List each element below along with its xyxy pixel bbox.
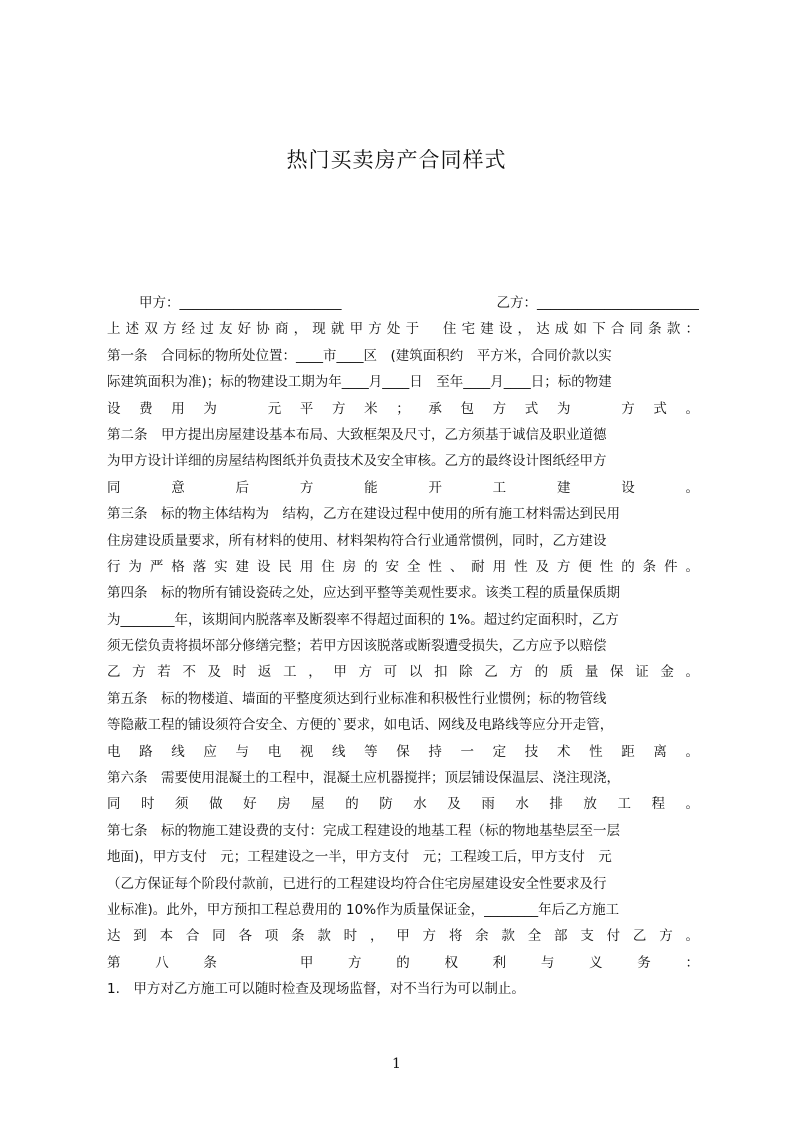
- contract-line: 第二条 甲方提出房屋建设基本布局、大致框架及尺寸，乙方须基于诚信及职业道德: [107, 426, 607, 443]
- contract-line: 第四条 标的物所有铺设瓷砖之处，应达到平整等美观性要求。该类工程的质量保质期: [107, 585, 620, 602]
- parties-line: [107, 290, 699, 316]
- party-b-label: 乙方：________________________: [496, 295, 699, 311]
- contract-line: 际建筑面积为准)；标的物建设工期为年____月____日 至年____月____日；标的物建: [107, 374, 612, 391]
- contract-line: 达到本合同各项条款时，甲方将余款全部支付乙方。: [107, 928, 699, 945]
- contract-line: 地面)，甲方支付 元；工程建设之一半，甲方支付 元；工程竣工后，甲方支付 元: [107, 849, 612, 866]
- contract-body: [107, 290, 699, 1003]
- contract-line: 乙方若不及时返工，甲方可以扣除乙方的质量保证金。: [107, 664, 699, 681]
- contract-line: 同意后方能开工建设。: [107, 479, 699, 496]
- contract-line: 第六条 需要使用混凝土的工程中，混凝土应机器搅拌；顶层铺设保温层、浇注现浇，: [107, 770, 620, 787]
- contract-line: 住房建设质量要求，所有材料的使用、材料架构符合行业通常惯例，同时，乙方建设: [107, 532, 607, 549]
- contract-line: 电路线应与电视线等保持一定技术性距离。: [107, 743, 699, 760]
- contract-line: 设费用为 元平方米；承包方式为 方式。: [107, 400, 699, 417]
- contract-line: 上述双方经过友好协商，现就甲方处于 住宅建设，达成如下合同条款：: [107, 321, 699, 338]
- party-a-label: 甲方：________________________: [139, 295, 342, 311]
- contract-line: 须无偿负责将损坏部分修缮完整；若甲方因该脱落或断裂遭受损失，乙方应予以赔偿: [107, 638, 607, 655]
- contract-line: 行为严格落实建设民用住房的安全性、耐用性及方便性的条件。: [107, 558, 699, 575]
- contract-line: 第八条 甲方的权利与义务：: [107, 954, 699, 971]
- document-title: 热门买卖房产合同样式: [286, 148, 507, 172]
- contract-line: 第五条 标的物楼道、墙面的平整度须达到行业标准和积极性行业惯例；标的物管线: [107, 690, 607, 707]
- contract-line: 等隐蔽工程的铺设须符合安全、方便的`要求，如电话、网线及电路线等应分开走管，: [107, 717, 614, 734]
- contract-line: 1. 甲方对乙方施工可以随时检查及现场监督，对不当行为可以制止。: [107, 981, 525, 998]
- contract-line: 为________年，该期间内脱落率及断裂率不得超过面积的 1%。超过约定面积时，乙方: [107, 611, 619, 628]
- page-number: 1: [392, 1056, 401, 1072]
- contract-line: （乙方保证每个阶段付款前，已进行的工程建设均符合住宅房屋建设安全性要求及行: [107, 875, 607, 892]
- contract-lines: [107, 316, 699, 1002]
- contract-line: 同时须做好房屋的防水及雨水排放工程。: [107, 796, 699, 813]
- contract-line: 第一条 合同标的物所处位置：____市____区 (建筑面积约 平方米，合同价款以实: [107, 347, 612, 364]
- contract-line: 为甲方设计详细的房屋结构图纸并负责技术及安全审核。乙方的最终设计图纸经甲方: [107, 453, 607, 470]
- contract-line: 第三条 标的物主体结构为 结构，乙方在建设过程中使用的所有施工材料需达到民用: [107, 506, 620, 523]
- contract-line: 业标准)。此外，甲方预扣工程总费用的 10%作为质量保证金，________年后乙方施工: [107, 901, 620, 918]
- contract-line: 第七条 标的物施工建设费的支付：完成工程建设的地基工程（标的物地基垫层至一层: [107, 822, 620, 839]
